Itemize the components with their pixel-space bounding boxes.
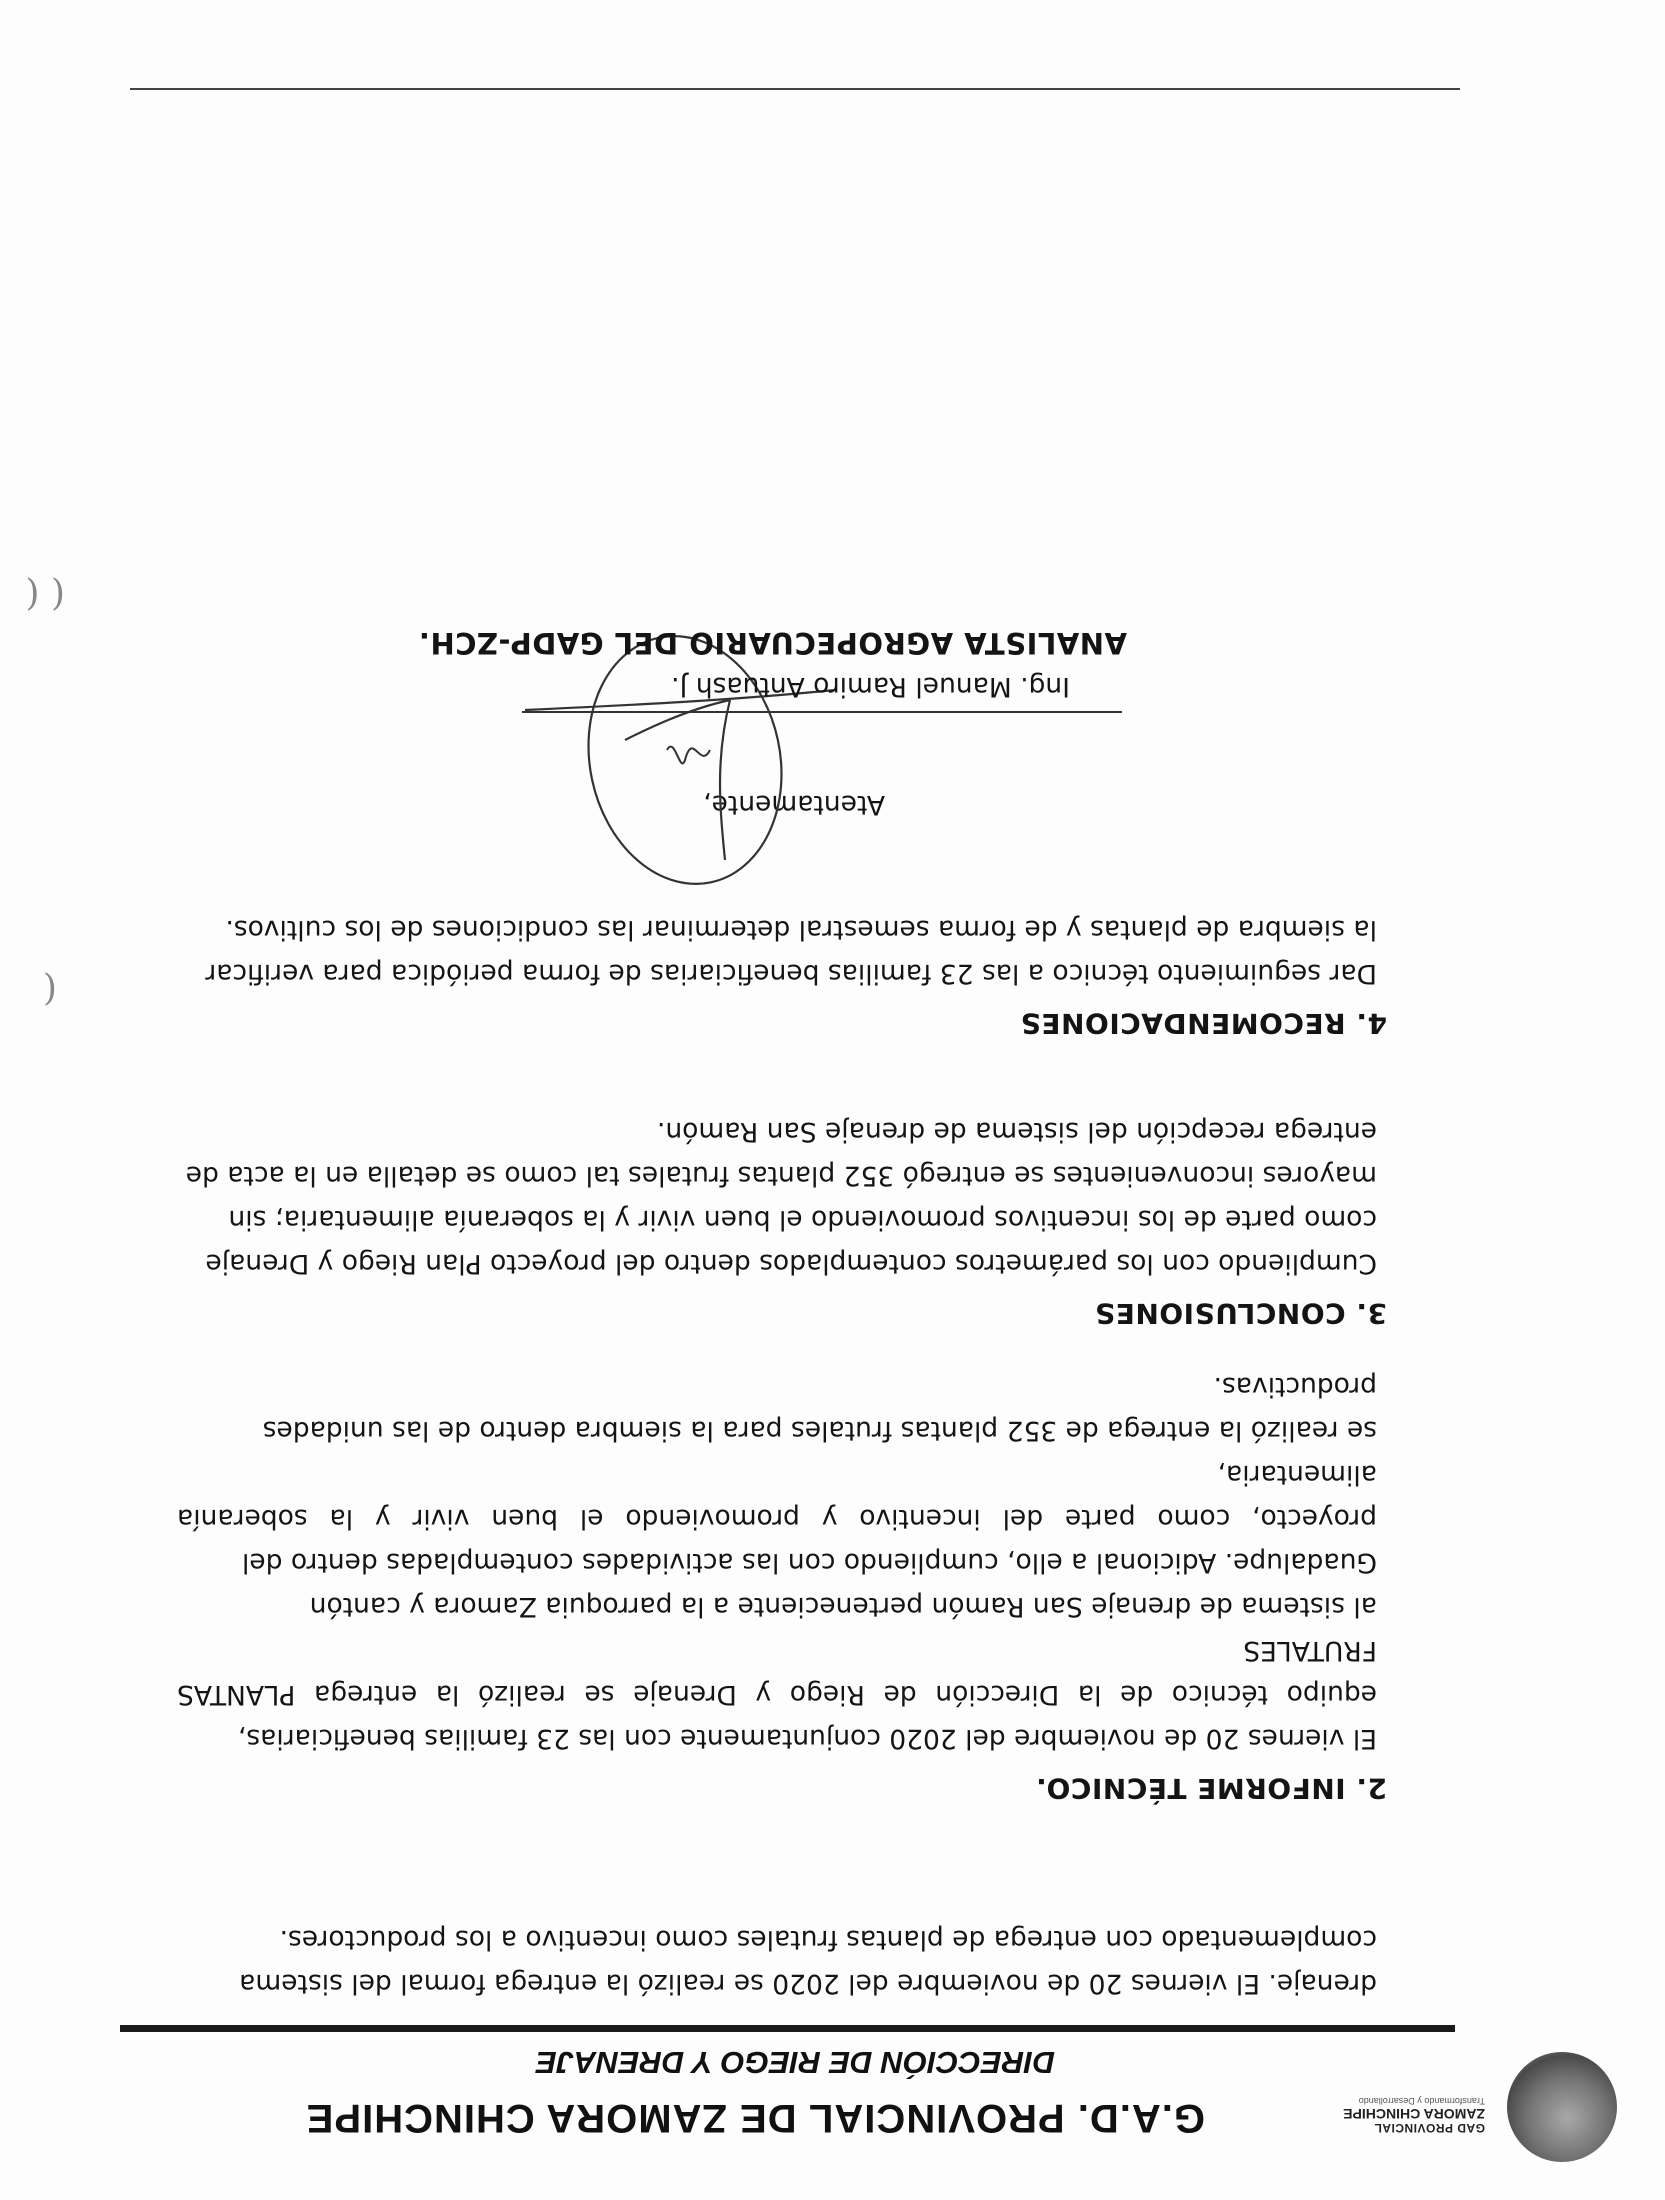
text-line: la siembra de plantas y de forma semestral determinar las condiciones de los cultivos.: [225, 914, 1377, 945]
signer-title: ANALISTA AGROPECUARIO DEL GADP-ZCH.: [418, 626, 1127, 660]
margin-mark: (: [42, 969, 57, 1010]
signature-line: [522, 711, 1122, 713]
text-line: como parte de los incentivos promoviendo el buen vivir y la soberanía alimentaria; sin: [228, 1204, 1377, 1235]
text-line: productivas.: [1213, 1371, 1377, 1402]
section-3-paragraph: [177, 1109, 1377, 1285]
text-line: equipo técnico de la Dirección de Riego y Drenaje se realizó la entrega PLANTAS FRUTALES: [177, 1635, 1377, 1710]
section-2-paragraph: [177, 1364, 1377, 1760]
text-line: Cumpliendo con los parámetros contemplados dentro del proyecto Plan Riego y Drenaje: [205, 1248, 1377, 1279]
text-line: entrega recepción del sistema de drenaje San Ramón.: [656, 1116, 1377, 1147]
footer-divider: [130, 88, 1460, 90]
logo-line-1: GAD PROVINCIAL: [1373, 2121, 1485, 2135]
provincial-logo: [1507, 2052, 1617, 2162]
closing-salutation: Atentamente,: [703, 789, 885, 820]
margin-mark: ( (: [25, 574, 65, 615]
section-4-heading: 4. RECOMENDACIONES: [1020, 1007, 1387, 1040]
intro-paragraph: [177, 1917, 1377, 2005]
text-line: Guadalupe. Adicional a ello, cumpliendo con las actividades contempladas dentro del: [241, 1547, 1377, 1578]
page-subtitle: DIRECCIÓN DE RIEGO Y DRENAJE: [535, 2045, 1055, 2080]
page-title: G.A.D. PROVINCIAL DE ZAMORA CHINCHIPE: [305, 2096, 1205, 2140]
logo-text: [1275, 2096, 1485, 2134]
section-4-paragraph: [177, 907, 1377, 995]
text-line: proyecto, como parte del incentivo y promoviendo el buen vivir y la soberanía alimentaria,: [177, 1459, 1377, 1534]
section-2-heading: 2. INFORME TÉCNICO.: [1035, 1772, 1387, 1805]
logo-line-3: Transformando y Desarrollando: [1358, 2096, 1485, 2107]
text-line: al sistema de drenaje San Ramón perteneciente a la parroquia Zamora y cantón: [309, 1591, 1377, 1622]
text-line: mayores inconvenientes se entregó 352 plantas frutales tal como se detalla en la acta de: [185, 1160, 1377, 1191]
text-line: se realizó la entrega de 352 plantas frutales para la siembra dentro de las unidades: [262, 1415, 1377, 1446]
text-line: drenaje. El viernes 20 de noviembre del 2020 se realizó la entrega formal del sistema: [239, 1968, 1377, 1999]
logo-line-2: ZAMORA CHINCHIPE: [1343, 2105, 1485, 2122]
section-3-heading: 3. CONCLUSIONES: [1094, 1297, 1387, 1330]
text-line: El viernes 20 de noviembre del 2020 conjuntamente con las 23 familias beneficiarias,: [237, 1723, 1377, 1754]
signer-name: Ing. Manuel Ramiro Antuash J.: [671, 671, 1070, 702]
header-divider: [120, 2025, 1455, 2032]
text-line: Dar seguimiento técnico a las 23 familias beneficiarias de forma periódica para verificar: [205, 958, 1377, 989]
text-line: complementado con entrega de plantas frutales como incentivo a los productores.: [279, 1924, 1377, 1955]
